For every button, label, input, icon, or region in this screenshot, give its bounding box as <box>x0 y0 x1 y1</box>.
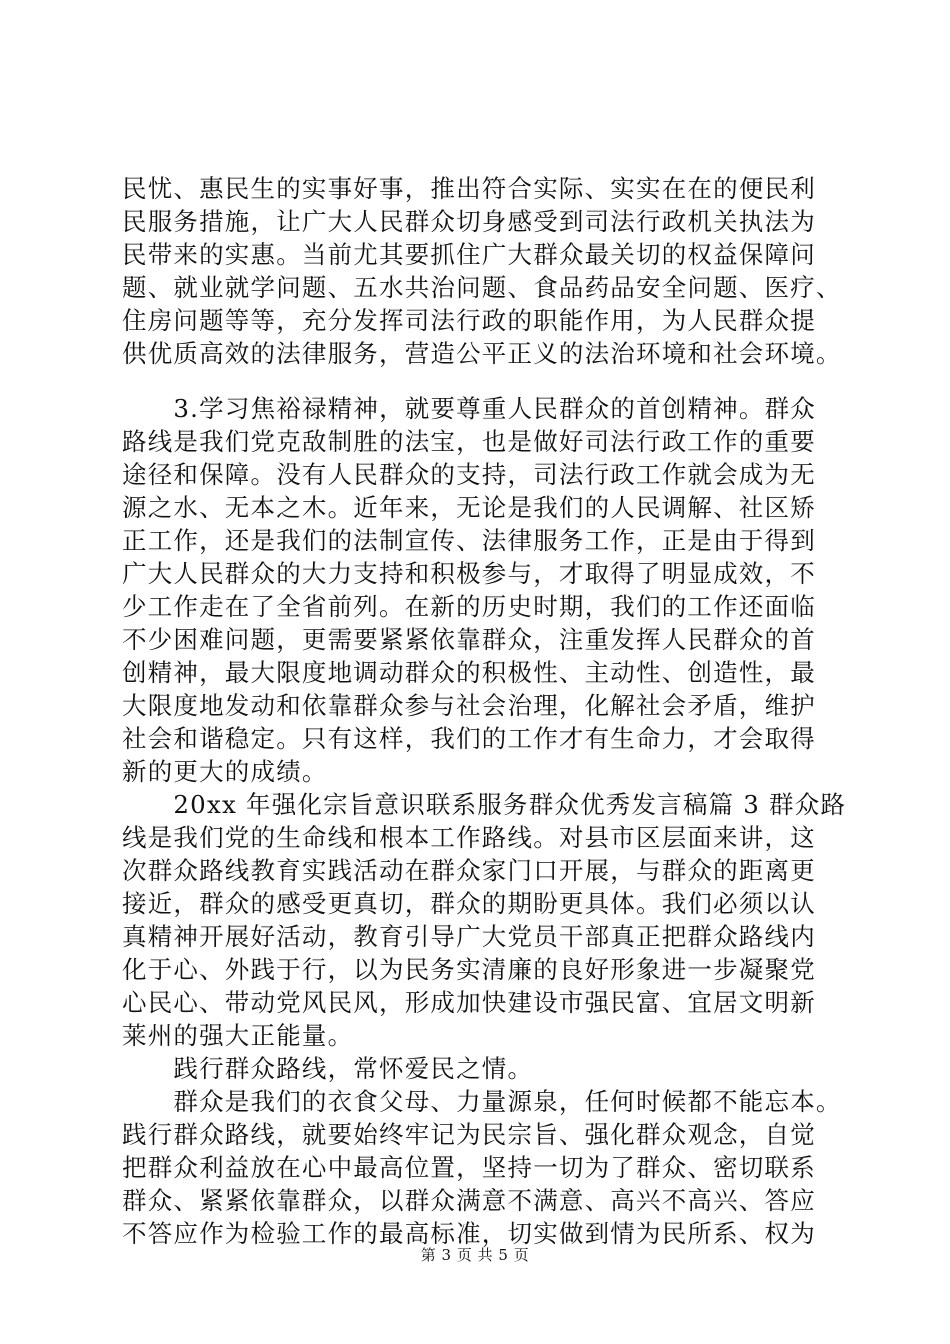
text-line: 路线是我们党克敌制胜的法宝，也是做好司法行政工作的重要 <box>122 427 816 456</box>
text-line: 题、就业就学问题、五水共治问题、食品药品安全问题、医疗、 <box>122 273 842 302</box>
text-line: 大限度地发动和依靠群众参与社会治理，化解社会矛盾，维护 <box>122 691 816 720</box>
text-line: 社会和谐稳定。只有这样，我们的工作才有生命力，才会取得 <box>122 724 816 753</box>
text-line: 新的更大的成绩。 <box>122 757 328 786</box>
paragraph-1 <box>122 172 842 370</box>
text-line: 群众是我们的衣食父母、力量源泉，任何时候都不能忘本。 <box>122 1087 842 1116</box>
text-line: 民忧、惠民生的实事好事，推出符合实际、实实在在的便民利 <box>122 174 816 203</box>
text-line: 践行群众路线，就要始终牢记为民宗旨、强化群众观念，自觉 <box>122 1120 816 1149</box>
text-line: 20xx 年强化宗旨意识联系服务群众优秀发言稿篇 3 群众路 <box>122 790 847 819</box>
paragraph-2 <box>122 392 830 788</box>
text-line: 把群众利益放在心中最高位置，坚持一切为了群众、密切联系 <box>122 1153 816 1182</box>
text-line: 化于心、外践于行，以为民务实清廉的良好形象进一步凝聚党 <box>122 955 816 984</box>
text-line: 源之水、无本之木。近年来，无论是我们的人民调解、社区矫 <box>122 493 816 522</box>
text-line: 践行群众路线，常怀爱民之情。 <box>122 1054 534 1083</box>
paragraph-5 <box>122 1085 842 1250</box>
text-line: 少工作走在了全省前列。在新的历史时期，我们的工作还面临 <box>122 592 816 621</box>
text-line: 真精神开展好活动，教育引导广大党员干部真正把群众路线内 <box>122 922 816 951</box>
text-line: 群众、紧紧依靠群众，以群众满意不满意、高兴不高兴、答应 <box>122 1186 816 1215</box>
text-line: 3.学习焦裕禄精神，就要尊重人民群众的首创精神。群众 <box>122 394 816 423</box>
text-line: 莱州的强大正能量。 <box>122 1021 354 1050</box>
paragraph-4 <box>122 1052 830 1085</box>
text-line: 途径和保障。没有人民群众的支持，司法行政工作就会成为无 <box>122 460 816 489</box>
page-number-footer: 第 3 页 共 5 页 <box>420 1246 530 1264</box>
text-line: 民带来的实惠。当前尤其要抓住广大群众最关切的权益保障问 <box>122 240 816 269</box>
text-line: 次群众路线教育实践活动在群众家门口开展，与群众的距离更 <box>122 856 816 885</box>
text-line: 不少困难问题，更需要紧紧依靠群众，注重发挥人民群众的首 <box>122 625 816 654</box>
text-line: 线是我们党的生命线和根本工作路线。对县市区层面来讲，这 <box>122 823 816 852</box>
text-line: 接近，群众的感受更真切，群众的期盼更具体。我们必须以认 <box>122 889 816 918</box>
text-line: 创精神，最大限度地调动群众的积极性、主动性、创造性，最 <box>122 658 816 687</box>
text-line: 心民心、带动党风民风，形成加快建设市强民富、宜居文明新 <box>122 988 816 1017</box>
text-line: 正工作，还是我们的法制宣传、法律服务工作，正是由于得到 <box>122 526 816 555</box>
text-line: 住房问题等等，充分发挥司法行政的职能作用，为人民群众提 <box>122 306 816 335</box>
text-line: 供优质高效的法律服务，营造公平正义的法治环境和社会环境。 <box>122 339 842 368</box>
paragraph-3 <box>122 788 847 1052</box>
text-line: 广大人民群众的大力支持和积极参与，才取得了明显成效，不 <box>122 559 816 588</box>
text-line: 不答应作为检验工作的最高标准，切实做到情为民所系、权为 <box>122 1219 816 1248</box>
text-line: 民服务措施，让广大人民群众切身感受到司法行政机关执法为 <box>122 207 816 236</box>
